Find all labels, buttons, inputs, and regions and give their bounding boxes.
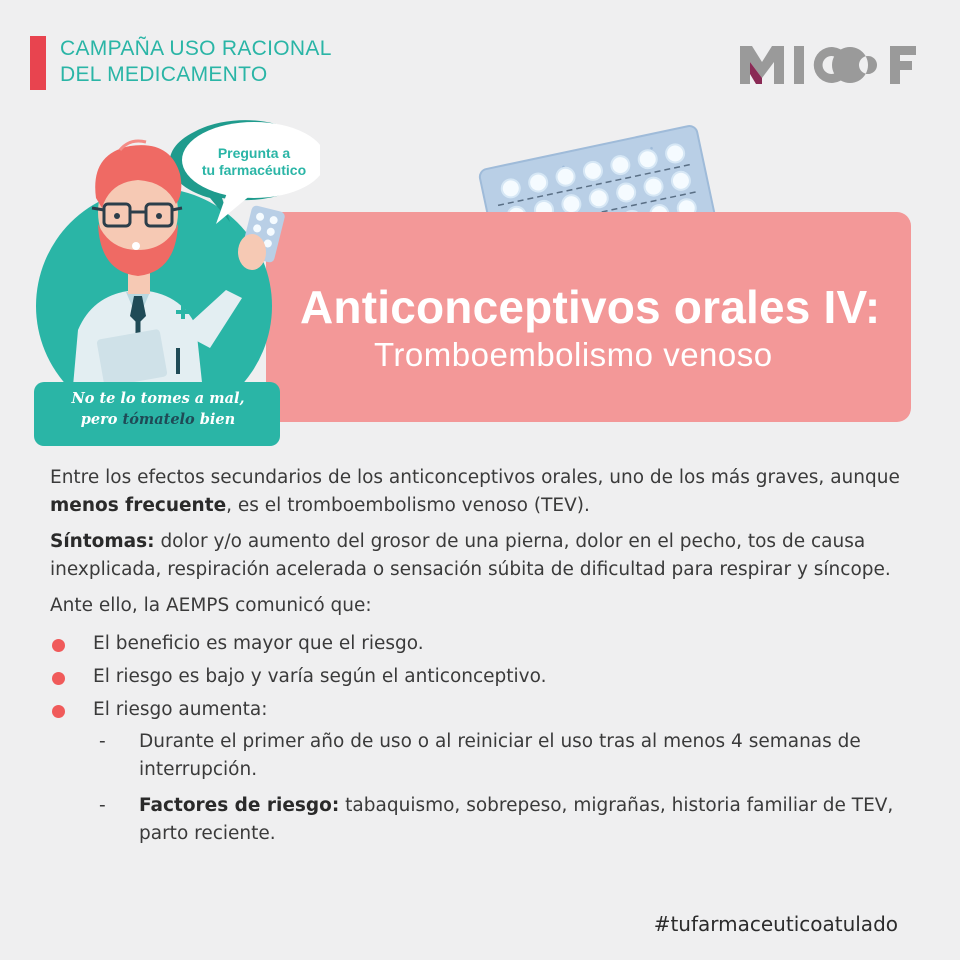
symptoms-text: dolor y/o aumento del grosor de una pierna, dolor en el pecho, tos de causa inexplicada, respiración acelerada o sensación súbita de dificultad para respirar y síncope. [50,531,891,580]
motto-line-1: No te lo tomes a mal, [71,390,245,407]
page-title: Anticonceptivos orales IV: [300,281,881,333]
risk-sublist [99,728,920,848]
list-item-text: El riesgo aumenta: [93,699,268,720]
campaign-header [30,36,332,90]
hashtag: #tufarmaceuticoatulado [653,912,898,936]
motto-highlight: tómatelo [122,411,195,428]
campaign-line-2: DEL MEDICAMENTO [60,63,268,86]
list-item [50,663,920,691]
aemps-intro: Ante ello, la AEMPS comunicó que: [50,595,372,616]
campaign-title [60,36,332,90]
motto-line-2 [38,409,278,430]
micof-logo [738,40,918,90]
bullet-dot-icon [52,705,65,718]
risk-factors-label: Factores de riesgo: [139,795,340,816]
symptoms-paragraph [50,528,920,584]
aemps-list [50,630,920,848]
dash-marker: - [99,795,106,816]
motto-prefix: pero [80,411,123,428]
list-item [50,696,920,848]
campaign-accent-bar [30,36,46,90]
body-content [50,464,920,856]
intro-text-b: , es el tromboembolismo venoso (TEV). [226,495,590,516]
sub-list-item [99,728,920,784]
speech-line-1: Pregunta a [217,145,291,161]
campaign-line-1: CAMPAÑA USO RACIONAL [60,37,332,60]
sub-item-text: tabaquismo, sobrepeso, migrañas, historia familiar de TEV, parto reciente. [139,795,894,844]
intro-bold: menos frecuente [50,495,227,516]
list-item-text: El beneficio es mayor que el riesgo. [93,633,424,654]
page-subtitle: Tromboembolismo venoso [374,336,773,373]
symptoms-label: Síntomas: [50,531,155,552]
dash-marker: - [99,731,106,752]
motto-box [38,388,278,444]
bullet-dot-icon [52,639,65,652]
sub-list-item [99,792,920,848]
title-banner [266,212,911,422]
intro-paragraph [50,464,920,520]
sub-item-text: Durante el primer año de uso o al reiniciar el uso tras al menos 4 semanas de interrupción. [139,731,861,780]
speech-bubble [184,126,324,198]
speech-line-2: tu farmacéutico [201,162,307,178]
list-item-text: El riesgo es bajo y varía según el anticonceptivo. [93,666,547,687]
list-item [50,630,920,658]
intro-text-a: Entre los efectos secundarios de los anticonceptivos orales, uno de los más graves, aunque [50,467,900,488]
bullet-dot-icon [52,672,65,685]
motto-suffix: bien [194,411,236,428]
